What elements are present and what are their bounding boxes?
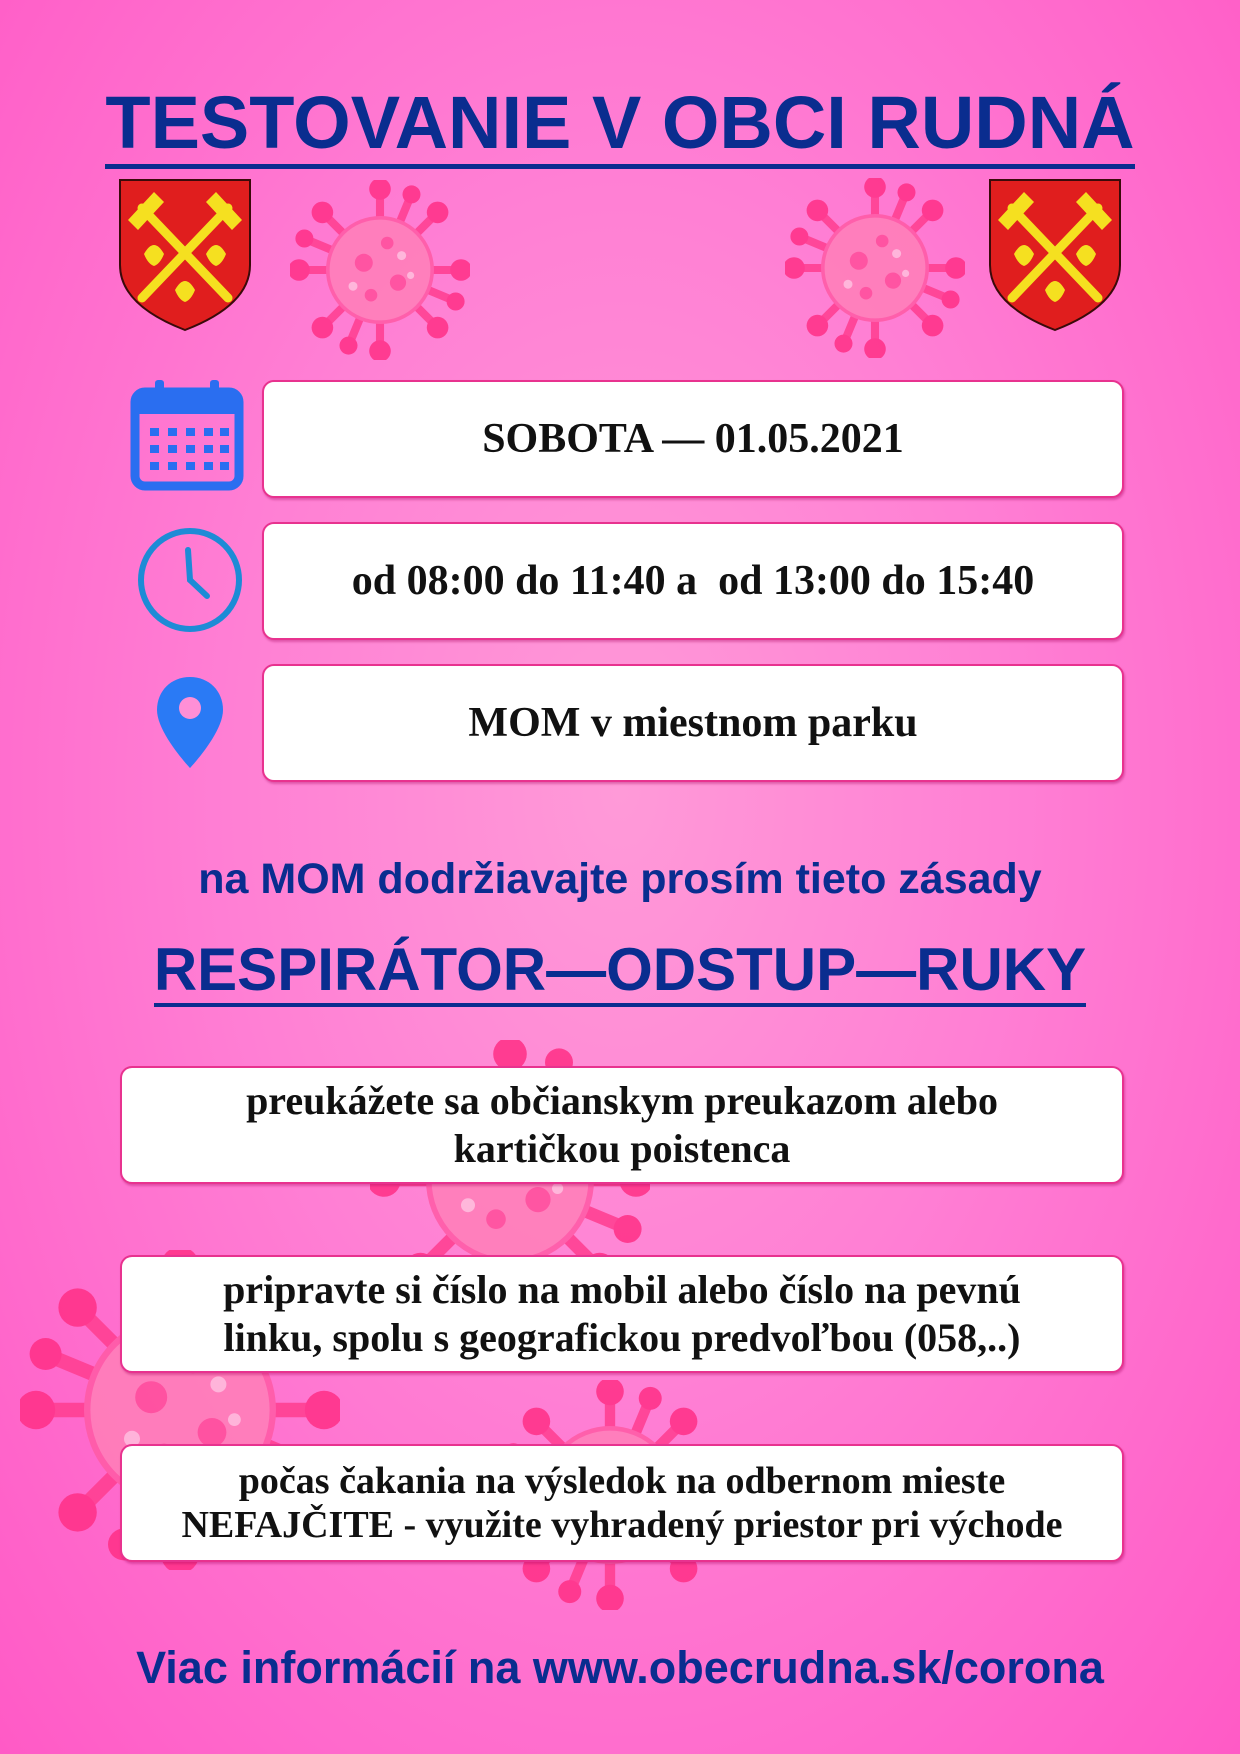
rule-line: NEFAJČITE - využite vyhradený priestor pri východe xyxy=(181,1504,1063,1546)
rule-box xyxy=(120,1444,1124,1562)
location-pin-icon xyxy=(155,675,225,770)
time-box xyxy=(262,522,1124,640)
footer-link-text: Viac informácií na www.obecrudna.sk/corona xyxy=(136,1642,1104,1693)
page-title: TESTOVANIE V OBCI RUDNÁ xyxy=(0,78,1240,168)
rules-headline: RESPIRÁTOR—ODSTUP—RUKY xyxy=(0,935,1240,1004)
coat-of-arms-left xyxy=(118,178,252,332)
rule-line: počas čakania na výsledok na odbernom mieste xyxy=(238,1460,1006,1502)
rule-line: pripravte si číslo na mobil alebo číslo na pevnú xyxy=(223,1267,1021,1312)
virus-icon xyxy=(785,178,965,358)
calendar-icon xyxy=(130,378,244,492)
coat-of-arms-right xyxy=(988,178,1122,332)
time-text: od 08:00 do 11:40 a od 13:00 do 15:40 xyxy=(351,558,1035,604)
clock-icon xyxy=(135,525,245,635)
virus-icon xyxy=(290,180,470,360)
rule-line: kartičkou poistenca xyxy=(453,1126,791,1171)
date-box xyxy=(262,380,1124,498)
rule-line: linku, spolu s geografickou predvoľbou (058,..) xyxy=(223,1315,1021,1360)
rule-box xyxy=(120,1255,1124,1373)
rule-line: preukážete sa občianskym preukazom alebo xyxy=(246,1078,998,1123)
place-text: MOM v miestnom parku xyxy=(468,700,918,746)
date-text: SOBOTA — 01.05.2021 xyxy=(482,416,904,462)
rules-intro: na MOM dodržiavajte prosím tieto zásady xyxy=(198,855,1042,903)
place-box xyxy=(262,664,1124,782)
rule-box xyxy=(120,1066,1124,1184)
